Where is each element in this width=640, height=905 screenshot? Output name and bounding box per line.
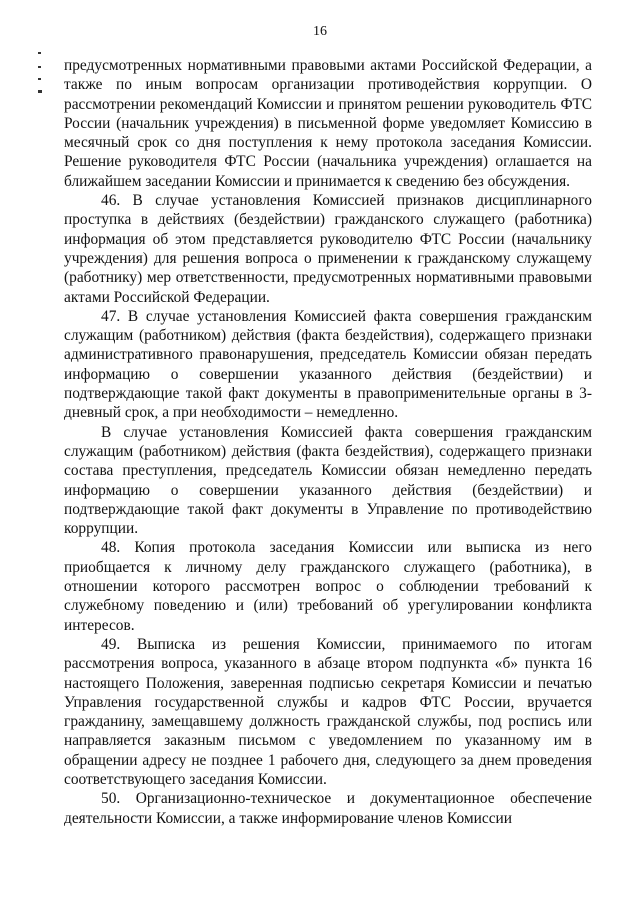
margin-marks xyxy=(36,48,46,108)
document-body xyxy=(64,56,592,828)
paragraph-47: 47. В случае установления Комиссией факта совершения гражданским служащим (работником) действия (факта бездействия), содержащего признаки административного правонарушения, председатель Комиссии обязан передать информацию о совершении указанного действия (бездействии) и подтверждающие такой факт документы в правоприменительные органы в 3-дневный срок, а при необходимости – немедленно. xyxy=(64,307,592,422)
paragraph-46: 46. В случае установления Комиссией признаков дисциплинарного проступка в действиях (бездействии) гражданского служащего (работника) информация об этом представляется руководителю ФТС России (начальнику учреждения) для решения вопроса о применении к гражданскому служащему (работнику) мер ответственности, предусмотренных нормативными правовыми актами Российской Федерации. xyxy=(64,192,592,306)
page-number: 16 xyxy=(313,24,327,39)
paragraph-48: 48. Копия протокола заседания Комиссии или выписка из него приобщается к личному делу гражданского служащего (работника), в отношении которого рассмотрен вопрос о соблюдении требований к служебному поведению и (или) требований об урегулировании конфликта интересов. xyxy=(64,539,592,634)
paragraph-49: 49. Выписка из решения Комиссии, принимаемого по итогам рассмотрения вопроса, указанного в абзаце втором подпункта «б» пункта 16 настоящего Положения, заверенная подписью секретаря Комиссии и печатью Управления государственной службы и кадров ФТС России, вручается гражданину, замещавшему должность гражданской службы, под роспись или направляется заказным письмом с уведомлением по указанному им в обращении адресу не позднее 1 рабочего дня, следующего за днем проведения соответствующего заседания Комиссии. xyxy=(64,635,592,788)
paragraph-continuation: предусмотренных нормативными правовыми актами Российской Федерации, а также по иным вопросам организации противодействия коррупции. О рассмотрении рекомендаций Комиссии и принятом решении руководитель ФТС России (начальник учреждения) в письменной форме уведомляет Комиссию в месячный срок со дня поступления к нему протокола заседания Комиссии. Решение руководителя ФТС России (начальника учреждения) оглашается на ближайшем заседании Комиссии и принимается к сведению без обсуждения. xyxy=(64,57,592,190)
paragraph-47-second: В случае установления Комиссией факта совершения гражданским служащим (работником) действия (факта бездействия), содержащего признаки состава преступления, председатель Комиссии обязан немедленно передать информацию о совершении указанного действия (бездействии) и подтверждающие такой факт документы в Управление по противодействию коррупции. xyxy=(64,423,592,538)
paragraph-50: 50. Организационно-техническое и документационное обеспечение деятельности Комиссии, а также информирование членов Комиссии xyxy=(64,790,592,827)
